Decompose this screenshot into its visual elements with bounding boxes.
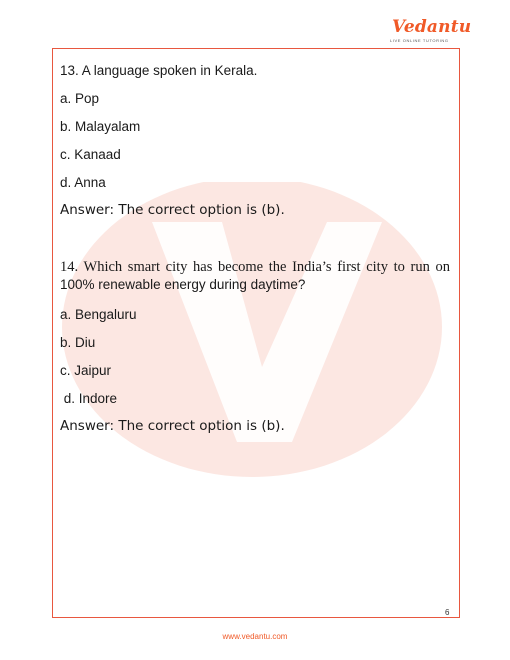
- q13-option-a: a. Pop: [60, 91, 100, 106]
- logo-tagline: LIVE ONLINE TUTORING: [390, 38, 449, 43]
- q14-line-1: [60, 258, 450, 276]
- q13-option-d: d. Anna: [60, 175, 106, 190]
- footer-link[interactable]: www.vedantu.com: [222, 632, 288, 641]
- q14-option-b: b. Diu: [60, 335, 96, 350]
- page-number: 6: [445, 608, 450, 617]
- logo-wordmark: Vedantu: [392, 17, 472, 37]
- vedantu-logo: [390, 17, 472, 45]
- q13-option-b: b. Malayalam: [60, 119, 141, 134]
- q14-line-2: 100% renewable energy during daytime?: [60, 277, 306, 292]
- question-14: [60, 258, 450, 294]
- q13-answer: Answer: The correct option is (b).: [60, 202, 285, 218]
- q14-option-c: c. Jaipur: [60, 363, 112, 378]
- vedantu-watermark-icon: [57, 182, 447, 482]
- q13-option-c: c. Kanaad: [60, 147, 121, 162]
- q14-option-d: d. Indore: [60, 391, 118, 406]
- q14-number: 14.: [60, 259, 79, 275]
- question-13: 13. A language spoken in Kerala.: [60, 63, 258, 78]
- q14-answer: Answer: The correct option is (b).: [60, 418, 285, 434]
- q14-text-1: Which smart city has become the India’s first city to run on: [83, 259, 450, 275]
- q14-option-a: a. Bengaluru: [60, 307, 137, 322]
